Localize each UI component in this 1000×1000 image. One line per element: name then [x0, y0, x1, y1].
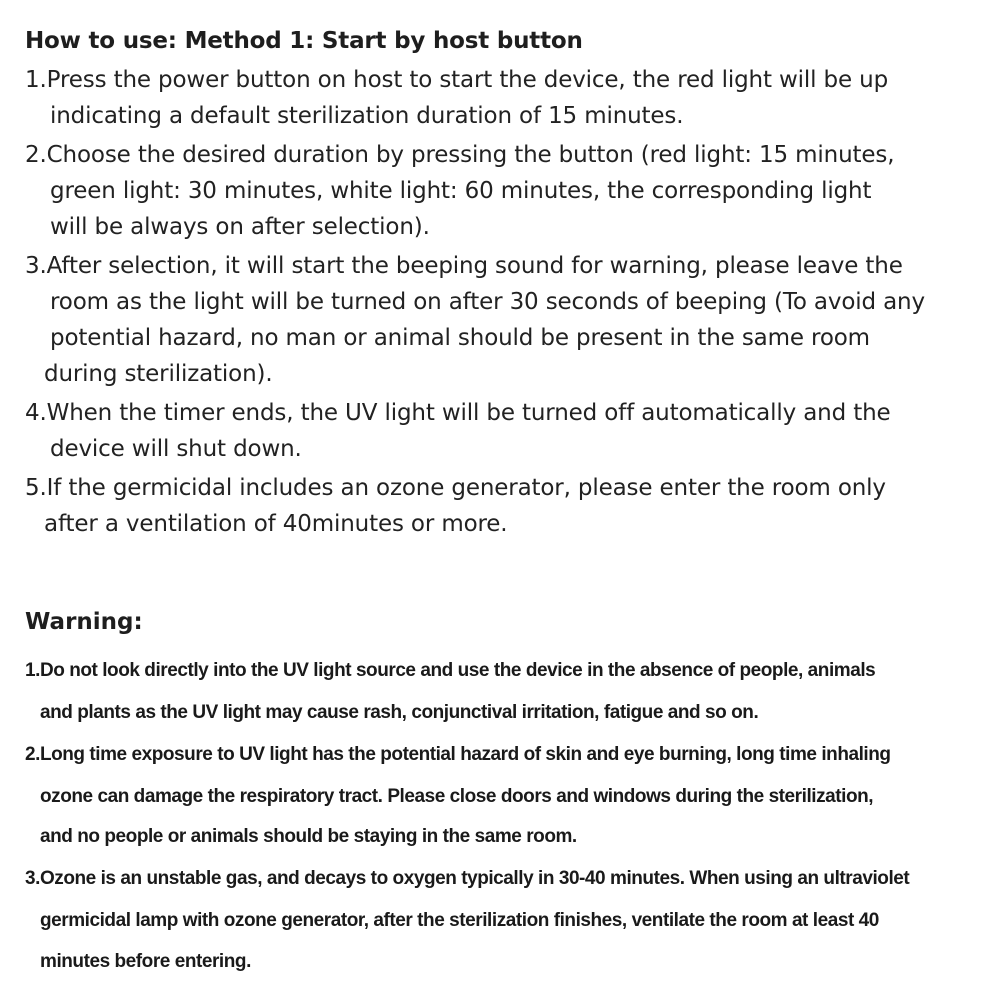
- warning-item-line: and plants as the UV light may cause rash, conjunctival irritation, fatigue and so on.: [40, 702, 759, 723]
- usage-step-line: device will shut down.: [50, 436, 302, 462]
- usage-step-line: 4.When the timer ends, the UV light will be turned off automatically and the: [25, 400, 891, 426]
- usage-step-line: 2.Choose the desired duration by pressing the button (red light: 15 minutes,: [25, 142, 895, 168]
- usage-step-line: 3.After selection, it will start the beeping sound for warning, please leave the: [25, 253, 903, 279]
- warning-item-line: ozone can damage the respiratory tract. Please close doors and windows during the sterilization,: [40, 786, 874, 807]
- warning-item-line: 3.Ozone is an unstable gas, and decays to oxygen typically in 30-40 minutes. When using an ultraviolet: [25, 868, 910, 889]
- usage-step-line: will be always on after selection).: [50, 214, 430, 240]
- usage-step-line: after a ventilation of 40minutes or more.: [44, 511, 508, 537]
- warning-title: Warning:: [25, 609, 143, 635]
- warning-item-line: and no people or animals should be staying in the same room.: [40, 826, 577, 847]
- usage-step-line: green light: 30 minutes, white light: 60 minutes, the corresponding light: [50, 178, 872, 204]
- warning-item-line: minutes before entering.: [40, 951, 251, 972]
- warning-item-line: germicidal lamp with ozone generator, after the sterilization finishes, ventilate the room at least 40: [40, 910, 879, 931]
- warning-item-line: 1.Do not look directly into the UV light source and use the device in the absence of people, animals: [25, 660, 876, 681]
- usage-step-line: room as the light will be turned on after 30 seconds of beeping (To avoid any: [50, 289, 925, 315]
- usage-step-line: 5.If the germicidal includes an ozone generator, please enter the room only: [25, 475, 886, 501]
- usage-step-line: indicating a default sterilization duration of 15 minutes.: [50, 103, 684, 129]
- usage-step-line: potential hazard, no man or animal should be present in the same room: [50, 325, 870, 351]
- usage-step-line: 1.Press the power button on host to start the device, the red light will be up: [25, 67, 889, 93]
- usage-step-line: during sterilization).: [44, 361, 273, 387]
- usage-title: How to use: Method 1: Start by host button: [25, 28, 583, 54]
- warning-item-line: 2.Long time exposure to UV light has the potential hazard of skin and eye burning, long time inhaling: [25, 744, 891, 765]
